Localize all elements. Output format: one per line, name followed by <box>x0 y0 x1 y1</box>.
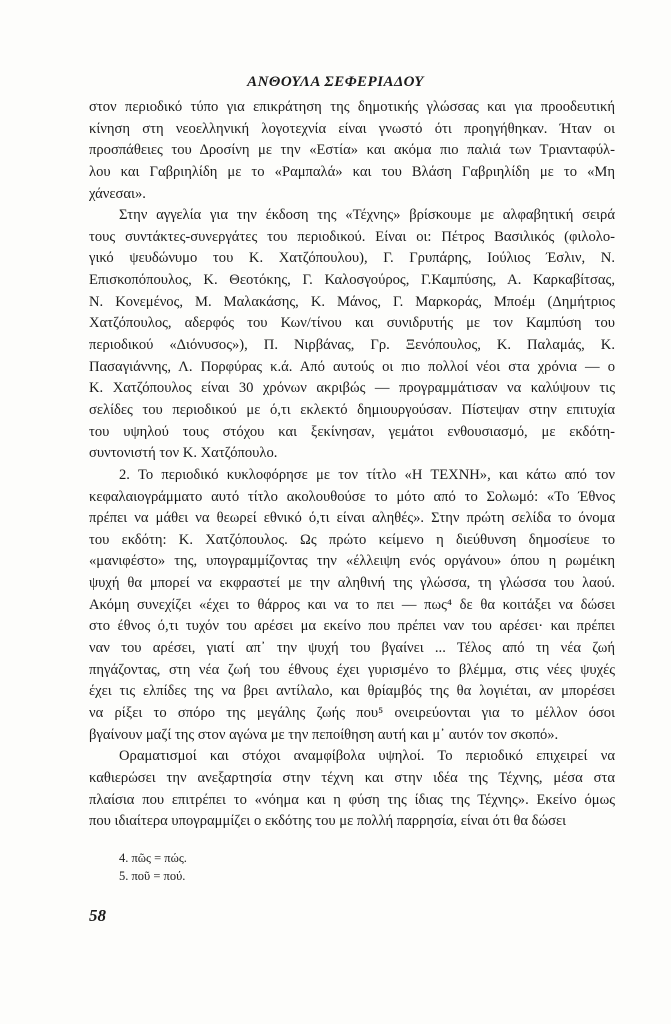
text-line: πηγάζοντας, στη νέα ζωή του έθνους έχει γυρισμένο το βλέμμα, στις νέες ψυχές <box>89 661 615 678</box>
text-line: στο έθνος ό,τι τυχόν του αρέσει μα εκείνο που πρέπει ναν του αρέσει· και πρέπει <box>89 618 615 635</box>
text-line: τους συντάκτες-συνεργάτες του περιοδικού. Είναι οι: Πέτρος Βασιλικός (φιλολο- <box>89 228 615 245</box>
text-line: Ν. Κονεμένος, Μ. Μαλακάσης, Κ. Μάνος, Γ. Μαρκοράς, Μποέμ (Δημήτριος <box>89 293 615 310</box>
text-line: συντονιστή τον Κ. Χατζόπουλο. <box>89 445 278 462</box>
text-line: βγαίνουν μαζί της στον αγώνα με την πεποίθηση αυτή και μ᾽ αυτόν τον σκοπό». <box>89 726 559 743</box>
text-line: περιοδικού «Διόνυσος»), Π. Νιρβάνας, Γρ. Ξενόπουλος, Κ. Παλαμάς, Κ. <box>89 337 615 354</box>
body-text <box>89 97 615 833</box>
paragraph <box>89 97 615 205</box>
text-line: Στην αγγελία για την έκδοση της «Τέχνης» βρίσκουμε με αλφαβητική σειρά <box>119 207 615 224</box>
paragraph <box>89 465 615 746</box>
text-line: του εκδότη: Κ. Χατζόπουλος. Ως πρώτο κείμενο η διεύθυνση δημοσίευε το <box>89 531 615 548</box>
text-line: χάνεσαι». <box>89 185 146 202</box>
text-line: ναν του αρέσει, γιατί απ᾽ την ψυχή του βγαίνει ... Τέλος από τη νέα ζωή <box>89 640 615 657</box>
text-line: λου και Γαβριηλίδη με το «Ραμπαλά» και του Βλάση Γαβριηλίδη με το «Μη <box>89 163 615 180</box>
text-line: Πασαγιάννης, Λ. Πορφύρας κ.ά. Από αυτούς οι πιο πολλοί νέοι στα χρόνια — ο <box>89 358 615 375</box>
text-line: έχει τις ελπίδες της να βρει αντίλαλο, και θρίαμβός της θα λογιέται, αν μπορέσει <box>89 683 615 700</box>
text-line: Κ. Χατζόπουλος είναι 30 χρόνων ακριβώς — προγραμμάτισαν να καλύψουν τις <box>89 380 615 397</box>
text-line: Οραματισμοί και στόχοι αναμφίβολα υψηλοί. Το περιοδικό επιχειρεί να <box>119 748 615 765</box>
text-line: 2. Το περιοδικό κυκλοφόρησε με τον τίτλο «Η ΤΕΧΝΗ», και κάτω από τον <box>119 466 615 483</box>
running-header: ΑΝΘΟΥΛΑ ΣΕΦΕΡΙΑΔΟΥ <box>247 74 424 90</box>
text-line: Ακόμη συνεχίζει «έχει το θάρρος και να το πει — πως⁴ δε θα κοιτάξει να δώσει <box>89 596 615 613</box>
text-line: πλαίσια που επιτρέπει το «νόημα και η φύση της ίδιας της Τέχνης». Εκείνο όμως <box>89 791 615 808</box>
text-line: καθιερώσει την ανεξαρτησία στην τέχνη και στην ιδέα της Τέχνης, μέσα στα <box>89 769 615 786</box>
footnote-5: 5. ποῦ = πού. <box>119 869 186 883</box>
text-line: κίνηση στη νεοελληνική λογοτεχνία είναι γνωστό ότι προηγήθηκαν. Ήταν οι <box>89 120 615 137</box>
text-line: ψυχή θα μπορεί να εκφραστεί με την αληθινή της γλώσσα, τη γλώσσα του λαού. <box>89 575 615 592</box>
text-line: προσπάθειες του Δροσίνη με την «Εστία» και ακόμα πιο παλιά των Τριανταφύλ- <box>89 142 615 159</box>
text-line: γικό ψευδώνυμο του Κ. Χατζόπουλου), Γ. Γρυπάρης, Ιούλιος Έσλιν, Ν. <box>89 250 615 267</box>
text-line: σελίδες του περιοδικού με ό,τι εκλεκτό δημιουργούσαν. Πίστεψαν στην επιτυχία <box>89 401 615 418</box>
text-line: να ρίξει το σπόρο της μεγάλης ζωής που⁵ ονειρεύονται για το μέλλον όσοι <box>89 704 615 721</box>
text-line: Χατζόπουλος, αδερφός του Κων/τίνου και συνιδρυτής με τον Καμπύση του <box>89 315 615 332</box>
footnote-4: 4. πῶς = πώς. <box>119 851 187 865</box>
text-line: πρέπει να μάθει να θεωρεί εθνικό ό,τι είναι αληθές». Στην πρώτη σελίδα το όνομα <box>89 510 615 527</box>
text-line: κεφαλαιογράμματο αυτό τίτλο ακολουθούσε το μότο από το Σολωμό: «Το Έθνος <box>89 488 615 505</box>
text-line: στον περιοδικό τύπο για επικράτηση της δημοτικής γλώσσας και για προοδευτική <box>89 99 615 115</box>
footnotes <box>119 849 187 885</box>
paragraph <box>89 205 615 465</box>
text-line: «μανιφέστο» της, υπογραμμίζοντας την «έλλειψη ενός οργάνου» όπου η ρωμέικη <box>89 553 615 570</box>
text-line: Επισκοπόπουλος, Κ. Θεοτόκης, Γ. Καλοσγούρος, Γ.Καμπύσης, Α. Καρκαβίτσας, <box>89 272 615 289</box>
page-number: 58 <box>89 906 106 925</box>
text-line: του υψηλού τους στόχου και ξεκίνησαν, γεμάτοι ενθουσιασμό, με εκδότη- <box>89 423 615 440</box>
paragraph <box>89 746 615 833</box>
text-line: που ιδιαίτερα υπογραμμίζει ο εκδότης του με πολλή παρρησία, είναι ότι θα δώσει <box>89 813 567 830</box>
